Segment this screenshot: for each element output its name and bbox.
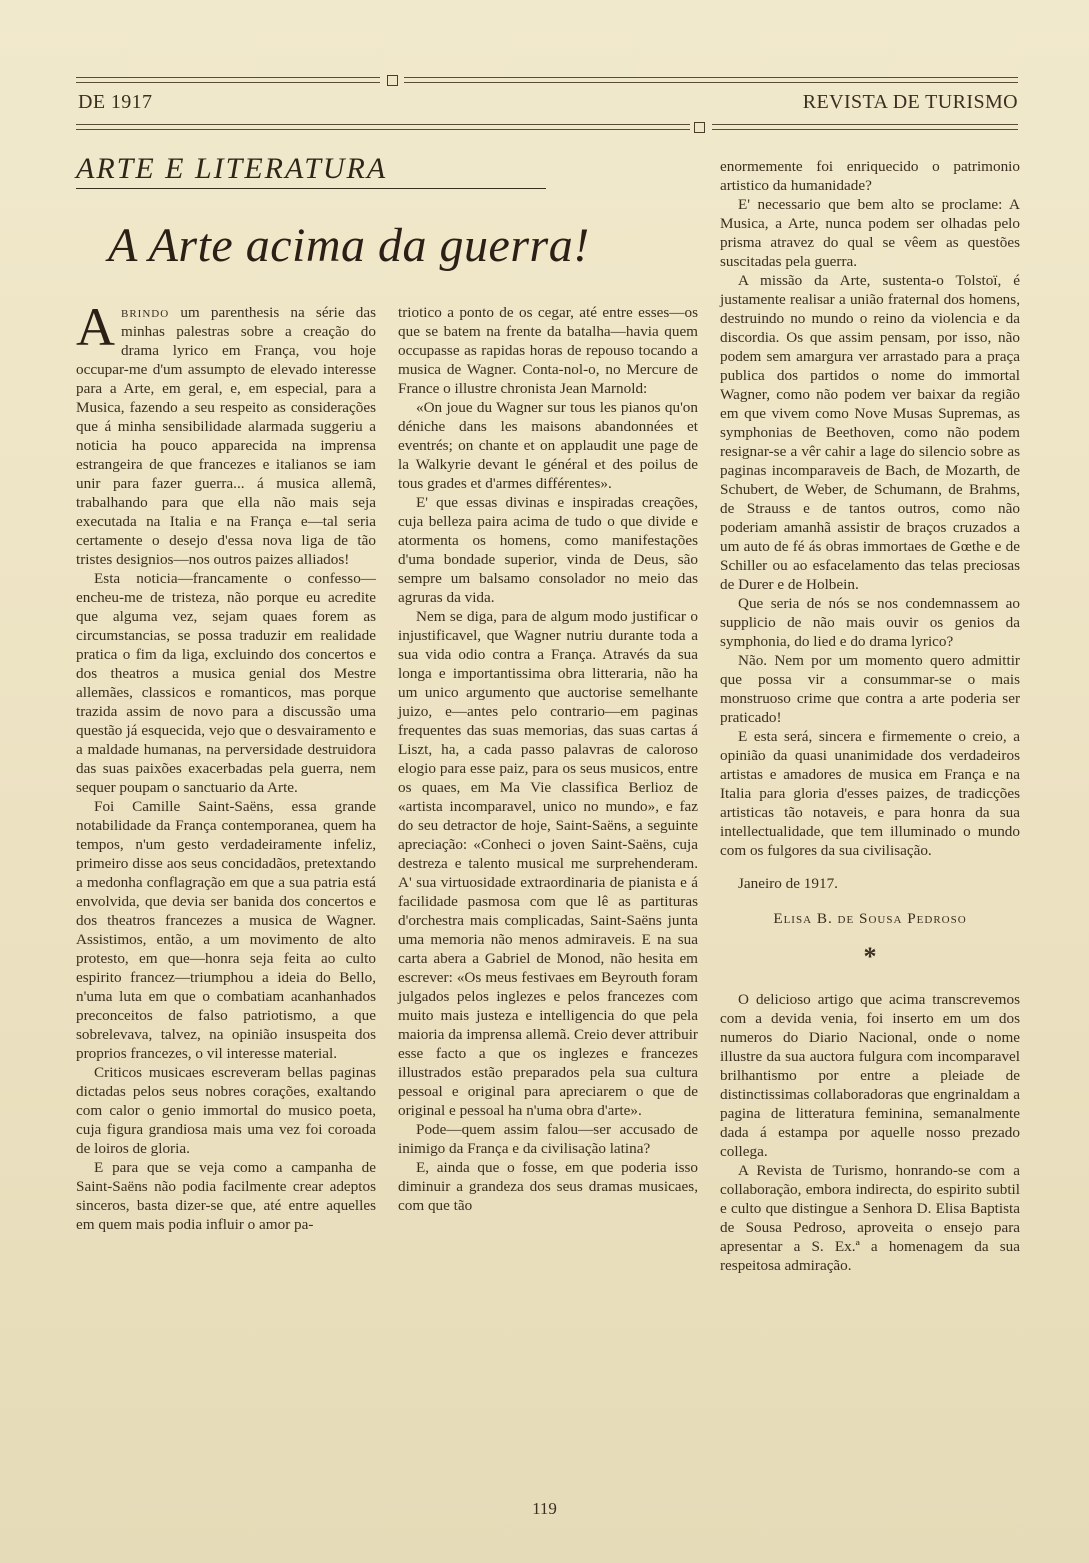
section-heading: ARTE E LITERATURA (76, 152, 388, 185)
paragraph: E esta será, sincera e firmemente o creio, a opinião da quasi unanimidade dos verdadeiros artistas e amadores de musica em França e na Italia para gloria d'esses paizes, de tradicções artisticas tão notaveis, e para honra da sua intellectualidade, que tem illuminado o mundo com os fulgores da sua civilisação. (720, 728, 1020, 859)
paragraph: Que seria de nós se nos condemnassem ao supplicio de não mais ouvir os genios da symphonia, do lied e do drama lyrico? (720, 595, 1020, 650)
header-rule (712, 124, 1018, 125)
section-underline (76, 188, 546, 189)
page-number: 119 (532, 1499, 557, 1518)
paragraph: enormemente foi enriquecido o patrimonio artistico da humanidade? (720, 158, 1020, 194)
editorial-paragraph: A Revista de Turismo, honrando-se com a collaboração, embora indirecta, do espirito subtil e culto que distingue a Senhora D. Elisa Baptista de Sousa Pedroso, aproveita o ensejo para apresentar a S. Ex.ª a homenagem da sua respeitosa admiração. (720, 1162, 1020, 1274)
header-rule (712, 129, 1018, 130)
running-head-date: DE 1917 (78, 91, 153, 113)
author-signature: Elisa B. de Sousa Pedroso (773, 910, 967, 927)
square-ornament-icon (694, 122, 705, 133)
header-rule (404, 82, 1018, 83)
paragraph (76, 297, 376, 569)
paragraph: Criticos musicaes escreveram bellas paginas dictadas pelos seus nobres corações, exaltando com calor o genio immortal do musico poeta, cuja figura grandiosa mais uma vez foi coroada de loiros de gloria. (76, 1064, 376, 1157)
paragraph: «On joue du Wagner sur tous les pianos qu'on déniche dans les maisons abandonnées et eventrés; on chante et on applaudit une page de la Walkyrie devant le général et des poilus de tous grades et d'armes différentes». (398, 399, 698, 492)
paragraph: Pode—quem assim falou—ser accusado de inimigo da França e da civilisação latina? (398, 1121, 698, 1157)
text-column-2 (398, 303, 698, 1215)
paragraph: Nem se diga, para de algum modo justificar o injustificavel, que Wagner nutriu durante toda a sua vida odio contra a França. Através da sua longa e importantissima obra litteraria, não ha um unico argumento que auctorise semelhante juizo, e—antes pelo contrario—em paginas frequentes das suas memorias, das suas cartas á Liszt, ha, a cada passo palavras de caloroso elogio para esse paiz, para os seus musicos, entre os quaes, em Ma Vie classifica Berlioz de «artista incomparavel, unico no mundo», e faz do seu detractor de hoje, Saint-Saëns, a seguinte apreciação: «Conheci o joven Saint-Saëns, cuja destreza e talento musical me surprehenderam. A' sua virtuosidade extraordinaria de pianista e á facilidade pasmosa com que lê as partituras d'orchestra mais complicadas, Saint-Saëns junta uma memoria não menos admiraveis. E na sua carta abera a Gabriel de Monod, não hesita em escrever: «Os meus festivaes em Beyrouth foram julgados pelos inglezes e pelos francezes com muito mais justeza e intelligencia do que pela maioria da imprensa allemã. Creio dever attribuir esse facto a que os inglezes e francezes illustrados estão preparados pela sua cultura pessoal e original para apreciarem o que de original e pessoal ha n'uma obra d'arte». (398, 608, 698, 1119)
paragraph: E' que essas divinas e inspiradas creações, cuja belleza paira acima de tudo o que divide e atormenta os homens, como manifestações d'uma bondade superior, vinda de Deus, são sempre um balsamo consolador no meio das agruras da vida. (398, 494, 698, 606)
text-column-1 (76, 297, 376, 1234)
article-title: A Arte acima da guerra! (108, 219, 590, 272)
running-head-title: REVISTA DE TURISMO (802, 91, 1018, 113)
drop-cap: A (76, 297, 115, 357)
paragraph: Esta noticia—francamente o confesso—encheu-me de tristeza, não porque eu acredite que alguma vez, sejam quaes forem as circumstancias, se possa traduzir em realidade pratica o fim da liga, excluindo dos concertos e dos theatros a musica genial dos Mestre allemães, classicos e romanticos, mas porque trazida assim de novo para a discussão uma questão já esquecida, vejo que o desvairamento e a maldade humanas, na perversidade destruidora das suas paixões exacerbadas pela guerra, nem sequer poupam o sanctuario da Arte. (76, 570, 376, 796)
header-rule (76, 124, 690, 125)
paragraph: A missão da Arte, sustenta-o Tolstoï, é justamente realisar a união fraternal dos homens, destruindo no mundo o reino da violencia e da discordia. Os que assim pensam, por isso, não podem sem amargura ver arrastado para a praça publica dos partidos o nome do immortal Wagner, como não podem ver baixar da região em que vivem como Nove Musas Supremas, as symphonias de Beethoven, como não podem resignar-se a vêr cahir a lage do silencio sobre as paginas incomparaveis de Bach, de Mozarth, de Schubert, de Weber, de Schumann, de Brahms, de Strauss e de tantos outros, como não poderiam amanhã assistir de braços cruzados a um auto de fé ás obras immortaes de Gœthe e de Schiller ou ao esfacelamento das telas preciosas de Durer e de Holbein. (720, 272, 1020, 593)
header-rule (76, 77, 380, 78)
opening-smallcaps: brindo (121, 304, 170, 321)
paragraph: Foi Camille Saint-Saëns, essa grande notabilidade da França contemporanea, quem ha tempos, n'um gesto verdadeiramente infeliz, primeiro disse aos seus concidadãos, pretextando a medonha conflagração em que a sua patria está envolvida, que devia ser banida dos concertos e dos theatros francezes a musica de Wagner. Assistimos, então, a um movimento de alto protesto, em que—honra seja feita ao culto espirito francez—triumphou a ideia do Bello, n'uma luta em que o combatiam acanhanhados preconceitos de falso patriotismo, a que sobrelevava, talvez, na opinião insuspeita dos proprios francezes, o vil interesse material. (76, 798, 376, 1062)
paragraph: E' necessario que bem alto se proclame: A Musica, a Arte, nunca podem ser olhadas pelo prisma atravez do qual se vêem as questões suscitadas pela guerra. (720, 196, 1020, 270)
paragraph: E para que se veja como a campanha de Saint-Saëns não podia facilmente crear adeptos sinceros, basta dizer-se que, até entre aquelles em quem mais podia influir o amor pa- (76, 1159, 376, 1233)
paragraph: Não. Nem por um momento quero admittir que possa vir a consummar-se o mais monstruoso crime que contra a arte poderia ser praticado! (720, 652, 1020, 726)
paragraph-text: um parenthesis na série das minhas palestras sobre a creação do drama lyrico em França, vou hoje occupar-me d'um assumpto de elevado interesse para a Arte, em geral, e, em especial, para a Musica, fazendo a seu respeito as considerações que á minha sensibilidade alarmada suggeriu a noticia ha pouco apparecida na imprensa estrangeira de que francezes e italianos se iam unir para fazer guerra... á musica allemã, trabalhando para que ella não mais seja executada na Italia e na França e—tal seria certamente o desejo d'essa nova liga de tão tristes designios—nos outros paizes alliados! (76, 304, 376, 568)
header-rule (76, 82, 380, 83)
editorial-paragraph: O delicioso artigo que acima transcrevemos com a devida venia, foi inserto em um dos numeros do Diario Nacional, onde o nome illustre da sua auctora fulgura com incomparavel brilhantismo por entre a pleiade de distinctissimas collaboradoras que engrinaldam a pagina de litteratura feminina, semanalmente dada á estampa por aquelle nosso prezado collega. (720, 991, 1020, 1160)
paragraph: triotico a ponto de os cegar, até entre esses—os que se batem na frente da batalha—havia quem occupasse as rapidas horas de repouso tocando a musica de Wagner. Conta-nol-o, no Mercure de France o illustre chronista Jean Marnold: (398, 304, 698, 397)
article-date: Janeiro de 1917. (738, 875, 838, 892)
header-rule (76, 129, 690, 130)
paragraph: E, ainda que o fosse, em que poderia isso diminuir a grandeza dos seus dramas musicaes, com que tão (398, 1159, 698, 1214)
text-column-3 (720, 157, 1020, 1275)
header-rule (404, 77, 1018, 78)
asterisk-separator: * (863, 942, 877, 971)
square-ornament-icon (387, 75, 398, 86)
